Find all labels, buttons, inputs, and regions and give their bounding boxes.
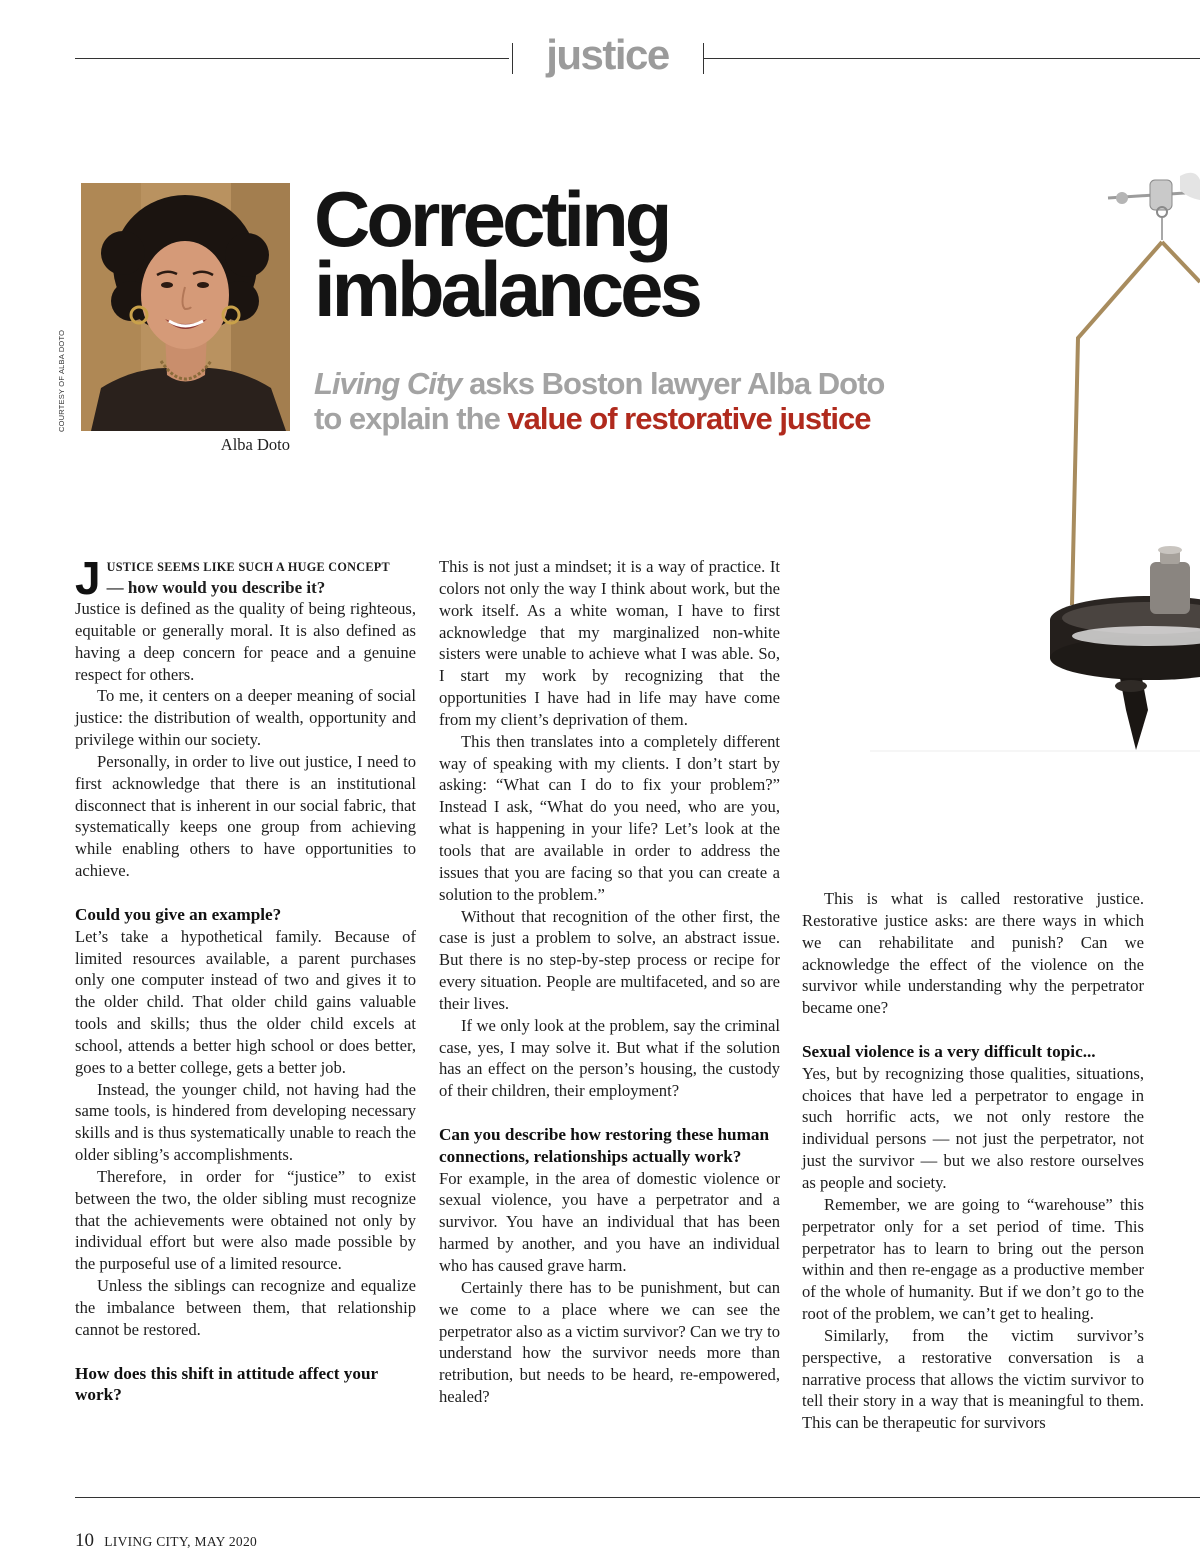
paragraph: Let’s take a hypothetical family. Because of limited resources available, a parent purchases only one computer instead of two and gives it to the older child. That older child gains valuable tools and skills; thus the older child excels at school, attends a better high school or does better, goes to a better college, gets a better job. xyxy=(75,926,416,1077)
deck-highlight: value of restorative justice xyxy=(507,401,871,436)
paragraph: To me, it centers on a deeper meaning of social justice: the distribution of wealth, opportunity and privilege within our society. xyxy=(75,686,416,750)
footer-rule xyxy=(75,1497,1200,1498)
headline xyxy=(314,175,699,333)
paragraph: Yes, but by recognizing those qualities, situations, choices that have led a perpetrator to engage in such horrific acts, we not only restore the individual persons — not just the perpetrator, not just the survivor — but we also restore ourselves as people and society. xyxy=(802,1063,1144,1192)
paragraph: Without that recognition of the other first, the case is just a problem to solve, an abstract issue. But there is no step-by-step process or recipe for every situation. People are multifaceted, and so are their lives. xyxy=(439,906,780,1013)
paragraph: Unless the siblings can recognize and equalize the imbalance between them, that relationship cannot be restored. xyxy=(75,1276,416,1339)
drop-cap: J xyxy=(75,552,101,604)
paragraph: If we only look at the problem, say the criminal case, yes, I may solve it. But what if the solution has an effect on the person’s housing, the custody of their children, their employment? xyxy=(439,1015,780,1101)
deck-magazine-name: Living City xyxy=(314,366,462,401)
paragraph: For example, in the area of domestic violence or sexual violence, you have a perpetrator and a survivor. You have an individual that has been harmed by another, and you have an individual who has caused grave harm. xyxy=(439,1168,780,1275)
opening-question-rest: — how would you describe it? xyxy=(106,578,326,597)
paragraph: This then translates into a completely different way of speaking with my clients. I don’t start by asking: “What can I do to fix your problem?” Instead I ask, “What do you need, who are you, what is happening in your life? Let’s look at the tools that are available in order to address the issues that you are facing so that you can create a solution to the problem.” xyxy=(439,731,780,904)
opening-question-smallcaps: USTICE SEEMS LIKE SUCH A HUGE CONCEPT xyxy=(106,560,390,574)
paragraph: This is not just a mindset; it is a way of practice. It colors not only the way I think about work, but the work itself. As a white woman, I have to first acknowledge that my marginalized non-white sisters were unable to achieve what I was able. So, I start my work by recognizing that the opportunities I have had in life may have come from my client’s deprivation of them. xyxy=(439,557,780,729)
article-column-3 xyxy=(802,888,1144,1434)
photo-caption: Alba Doto xyxy=(220,435,290,454)
portrait-photo xyxy=(81,183,290,431)
folio xyxy=(75,1530,257,1552)
footer-magazine-issue: LIVING CITY, MAY 2020 xyxy=(104,1534,258,1549)
balance-scale-illustration xyxy=(860,150,1200,760)
paragraph: Therefore, in order for “justice” to exist between the two, the older sibling must recognize that the achievements were obtained not only by individual effort but were also made possible by the purposeful use of a limited resource. xyxy=(75,1166,416,1274)
interview-question: How does this shift in attitude affect your work? xyxy=(75,1363,378,1405)
portrait-illustration xyxy=(81,183,290,431)
paragraph: Certainly there has to be punishment, but can we come to a place where we can see the perpetrator also as a victim survivor? Can we try to understand how the survivor needs more than retribution, but needs to be heard, re-empowered, healed? xyxy=(439,1277,780,1407)
balance-scale-icon xyxy=(860,150,1200,760)
paragraph: This is what is called restorative justice. Restorative justice asks: are there ways in which we can rehabilitate and punish? Can we acknowledge the effect of the violence on the survivor while understanding why the perpetrator became one? xyxy=(802,889,1144,1018)
deck-part-1: asks Boston lawyer Alba Doto xyxy=(461,366,885,401)
interview-question: Could you give an example? xyxy=(75,904,282,924)
photo-credit: COURTESY OF ALBA DOTO xyxy=(57,329,66,432)
paragraph: Similarly, from the victim survivor’s perspective, a restorative conversation is a narrative process that allows the victim survivor to tell their story in a way that is meaningful to them. This can be therapeutic for survivors xyxy=(802,1325,1144,1433)
interview-question: Can you describe how restoring these human connections, relationships actually work? xyxy=(439,1124,770,1166)
article-column-1 xyxy=(75,552,416,1406)
article-column-2 xyxy=(439,556,780,1408)
paragraph: Instead, the younger child, not having had the same tools, is hindered from developing necessary skills and is thus systematically unable to reach the older sibling’s accomplishments. xyxy=(75,1079,416,1165)
paragraph: Personally, in order to live out justice, I need to first acknowledge that there is an institutional disconnect that is inherent in our social fabric, that systematically keeps one group from achieving while enabling others to have opportunities to achieve. xyxy=(75,751,416,881)
opening-question xyxy=(75,552,416,604)
paragraph: Justice is defined as the quality of being righteous, equitable or generally moral. It is also defined as having a deep concern for peace and a genuine respect for others. xyxy=(75,599,416,684)
paragraph: Remember, we are going to “warehouse” this perpetrator only for a set period of time. This perpetrator has to learn to bring out the person within and then re-engage as a productive member of the whole of humanity. But if we don’t go to the root of the problem, we can’t get to healing. xyxy=(802,1194,1144,1324)
header-rule-left xyxy=(75,58,509,59)
section-label: justice xyxy=(546,31,669,78)
headline-line-2: imbalances xyxy=(314,245,699,333)
headline-line-1: Correcting xyxy=(314,175,669,263)
page-number: 10 xyxy=(75,1530,94,1551)
header-rule-right xyxy=(704,58,1200,59)
deck-part-2: to explain the xyxy=(314,401,508,436)
interview-question: Sexual violence is a very difficult topic... xyxy=(802,1041,1096,1061)
